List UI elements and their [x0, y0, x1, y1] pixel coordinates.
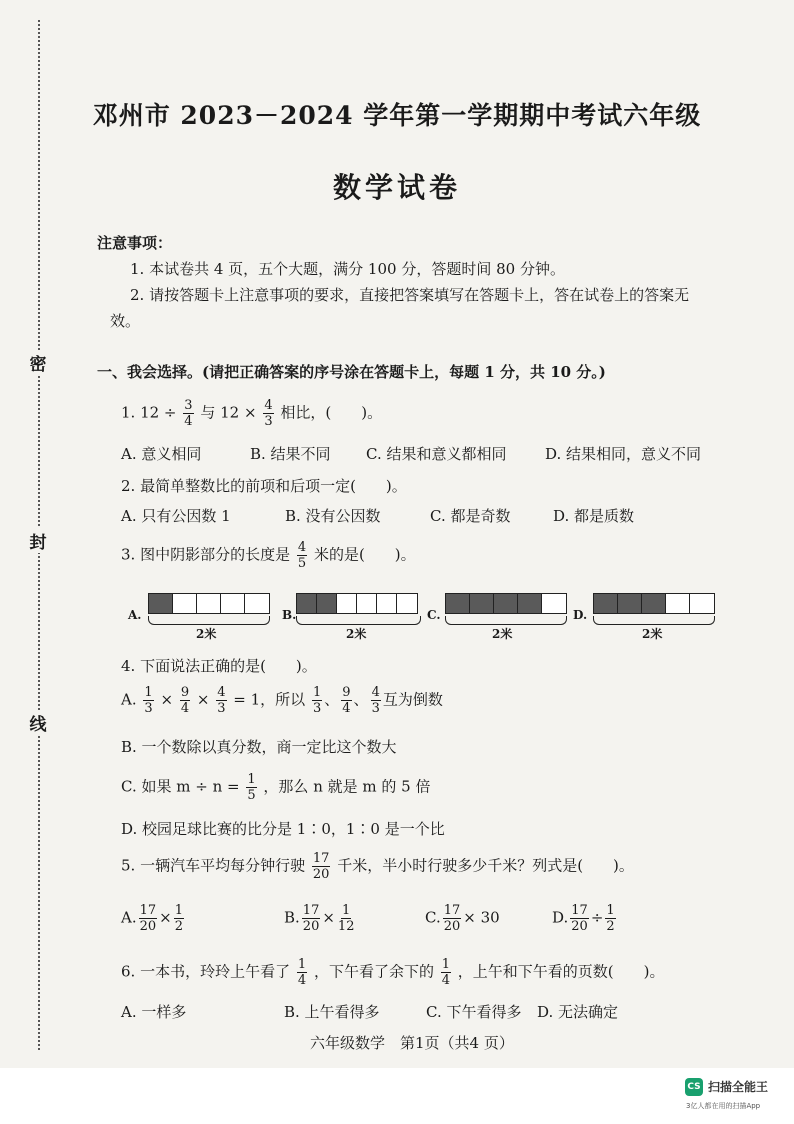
note-3: 效。: [110, 312, 141, 330]
q1-fraction-2: $\frac{4}{3}$: [264, 398, 273, 429]
bar-segment: [377, 594, 397, 613]
page-footer: 六年级数学 第1页（共4 页）: [310, 1034, 514, 1052]
q3-length-d: 2米: [642, 627, 663, 641]
bar-segment: [337, 594, 357, 613]
q4-option-c: C. 如果 m ÷ n = $\frac{1}{5}$ ，那么 n 就是 m 的 5 倍: [121, 772, 431, 803]
q4-option-a: A. $\frac{1}{3}$ × $\frac{9}{4}$ × $\frac{4}{3}$ = 1，所以 $\frac{1}{3}$ 、 $\frac{9}{4}$ 、 $\frac{4}{3}$ 互为倒数: [121, 685, 443, 716]
q4-option-b: B. 一个数除以真分数，商一定比这个数大: [121, 738, 397, 756]
q5-option-b: B. $\frac{17}{20}$ × $\frac{1}{12}$: [284, 903, 355, 934]
q3-brace-b: [296, 616, 421, 625]
q3-bar-c: [445, 593, 567, 614]
bar-segment: [173, 594, 197, 613]
bar-segment: [357, 594, 377, 613]
bar-segment: [494, 594, 518, 613]
q2-option-c: C. 都是奇数: [430, 507, 511, 525]
bar-segment: [245, 594, 269, 613]
notes-heading: 注意事项：: [97, 234, 173, 252]
q6-option-c: C. 下午看得多: [426, 1003, 522, 1021]
q5-option-c: C. $\frac{17}{20}$ × 30: [425, 903, 500, 934]
note-2: 2. 请按答题卡上注意事项的要求，直接把答案填写在答题卡上，答在试卷上的答案无: [130, 286, 690, 304]
q3-brace-a: [148, 616, 270, 625]
q1-stem: 1. 12 ÷ $\frac{3}{4}$ 与 12 × $\frac{4}{3}$ 相比，( )。: [121, 398, 383, 429]
q3-bar-d: [593, 593, 715, 614]
q2-option-b: B. 没有公因数: [285, 507, 381, 525]
binding-char-feng: 封: [24, 528, 52, 553]
q1-option-c: C. 结果和意义都相同: [366, 445, 507, 463]
q5-option-d: D. $\frac{17}{20}$ ÷ $\frac{1}{2}$: [552, 903, 615, 934]
q1-option-b: B. 结果不同: [250, 445, 331, 463]
bar-segment: [297, 594, 317, 613]
binding-char-xian: 线: [24, 710, 52, 735]
q4-stem: 4. 下面说法正确的是( )。: [121, 657, 317, 675]
bar-segment: [221, 594, 245, 613]
q1-option-d: D. 结果相同，意义不同: [545, 445, 702, 463]
q2-stem: 2. 最简单整数比的前项和后项一定( )。: [121, 477, 407, 495]
exam-subtitle: 数学试卷: [332, 171, 461, 204]
section1-heading: 一、我会选择。(请把正确答案的序号涂在答题卡上，每题 1 分，共 10 分。): [97, 363, 606, 381]
scanner-tagline: 3亿人都在用的扫描App: [686, 1102, 761, 1110]
bar-segment: [666, 594, 690, 613]
q6-option-a: A. 一样多: [121, 1003, 187, 1021]
binding-char-mi: 密: [24, 350, 52, 375]
q6-option-b: B. 上午看得多: [284, 1003, 380, 1021]
bar-segment: [690, 594, 714, 613]
q3-brace-d: [593, 616, 715, 625]
q3-length-b: 2米: [346, 627, 367, 641]
bar-segment: [618, 594, 642, 613]
q3-brace-c: [445, 616, 567, 625]
q3-length-c: 2米: [492, 627, 513, 641]
q6-stem: 6. 一本书，玲玲上午看了 $\frac{1}{4}$ ，下午看了余下的 $\frac{1}{4}$ ，上午和下午看的页数( )。: [121, 957, 665, 988]
q3-label-b: B.: [282, 608, 297, 622]
q4-option-d: D. 校园足球比赛的比分是 1∶0，1∶0 是一个比: [121, 820, 445, 838]
q3-length-a: 2米: [196, 627, 217, 641]
scanner-app-name: 扫描全能王: [708, 1080, 769, 1094]
bar-segment: [317, 594, 337, 613]
note-1: 1. 本试卷共 4 页，五个大题，满分 100 分，答题时间 80 分钟。: [130, 260, 565, 278]
camscanner-logo-icon: CS: [685, 1078, 703, 1096]
q6-option-d: D. 无法确定: [537, 1003, 619, 1021]
q5-stem: 5. 一辆汽车平均每分钟行驶 $\frac{17}{20}$ 千米，半小时行驶多少千米？列式是( )。: [121, 851, 634, 882]
q3-fraction: $\frac{4}{5}$: [297, 540, 307, 571]
bar-segment: [470, 594, 494, 613]
q2-option-d: D. 都是质数: [553, 507, 635, 525]
q2-option-a: A. 只有公因数 1: [121, 507, 231, 525]
q3-stem: 3. 图中阴影部分的长度是 $\frac{4}{5}$ 米的是( )。: [121, 540, 416, 571]
q3-label-a: A.: [128, 608, 142, 622]
q1-fraction-1: $\frac{3}{4}$: [184, 398, 193, 429]
bar-segment: [642, 594, 666, 613]
exam-title: 邓州市 2023－2024 学年第一学期期中考试六年级: [92, 101, 702, 130]
bar-segment: [446, 594, 470, 613]
bar-segment: [397, 594, 417, 613]
q3-bar-a: [148, 593, 270, 614]
q1-option-a: A. 意义相同: [121, 445, 202, 463]
bar-segment: [518, 594, 542, 613]
bar-segment: [197, 594, 221, 613]
bar-segment: [149, 594, 173, 613]
bar-segment: [594, 594, 618, 613]
bar-segment: [542, 594, 566, 613]
q3-label-c: C.: [427, 608, 441, 622]
q5-option-a: A. $\frac{17}{20}$ × $\frac{1}{2}$: [121, 903, 184, 934]
q3-bar-b: [296, 593, 418, 614]
scanner-watermark-bar: [0, 1068, 794, 1124]
q3-label-d: D.: [573, 608, 588, 622]
